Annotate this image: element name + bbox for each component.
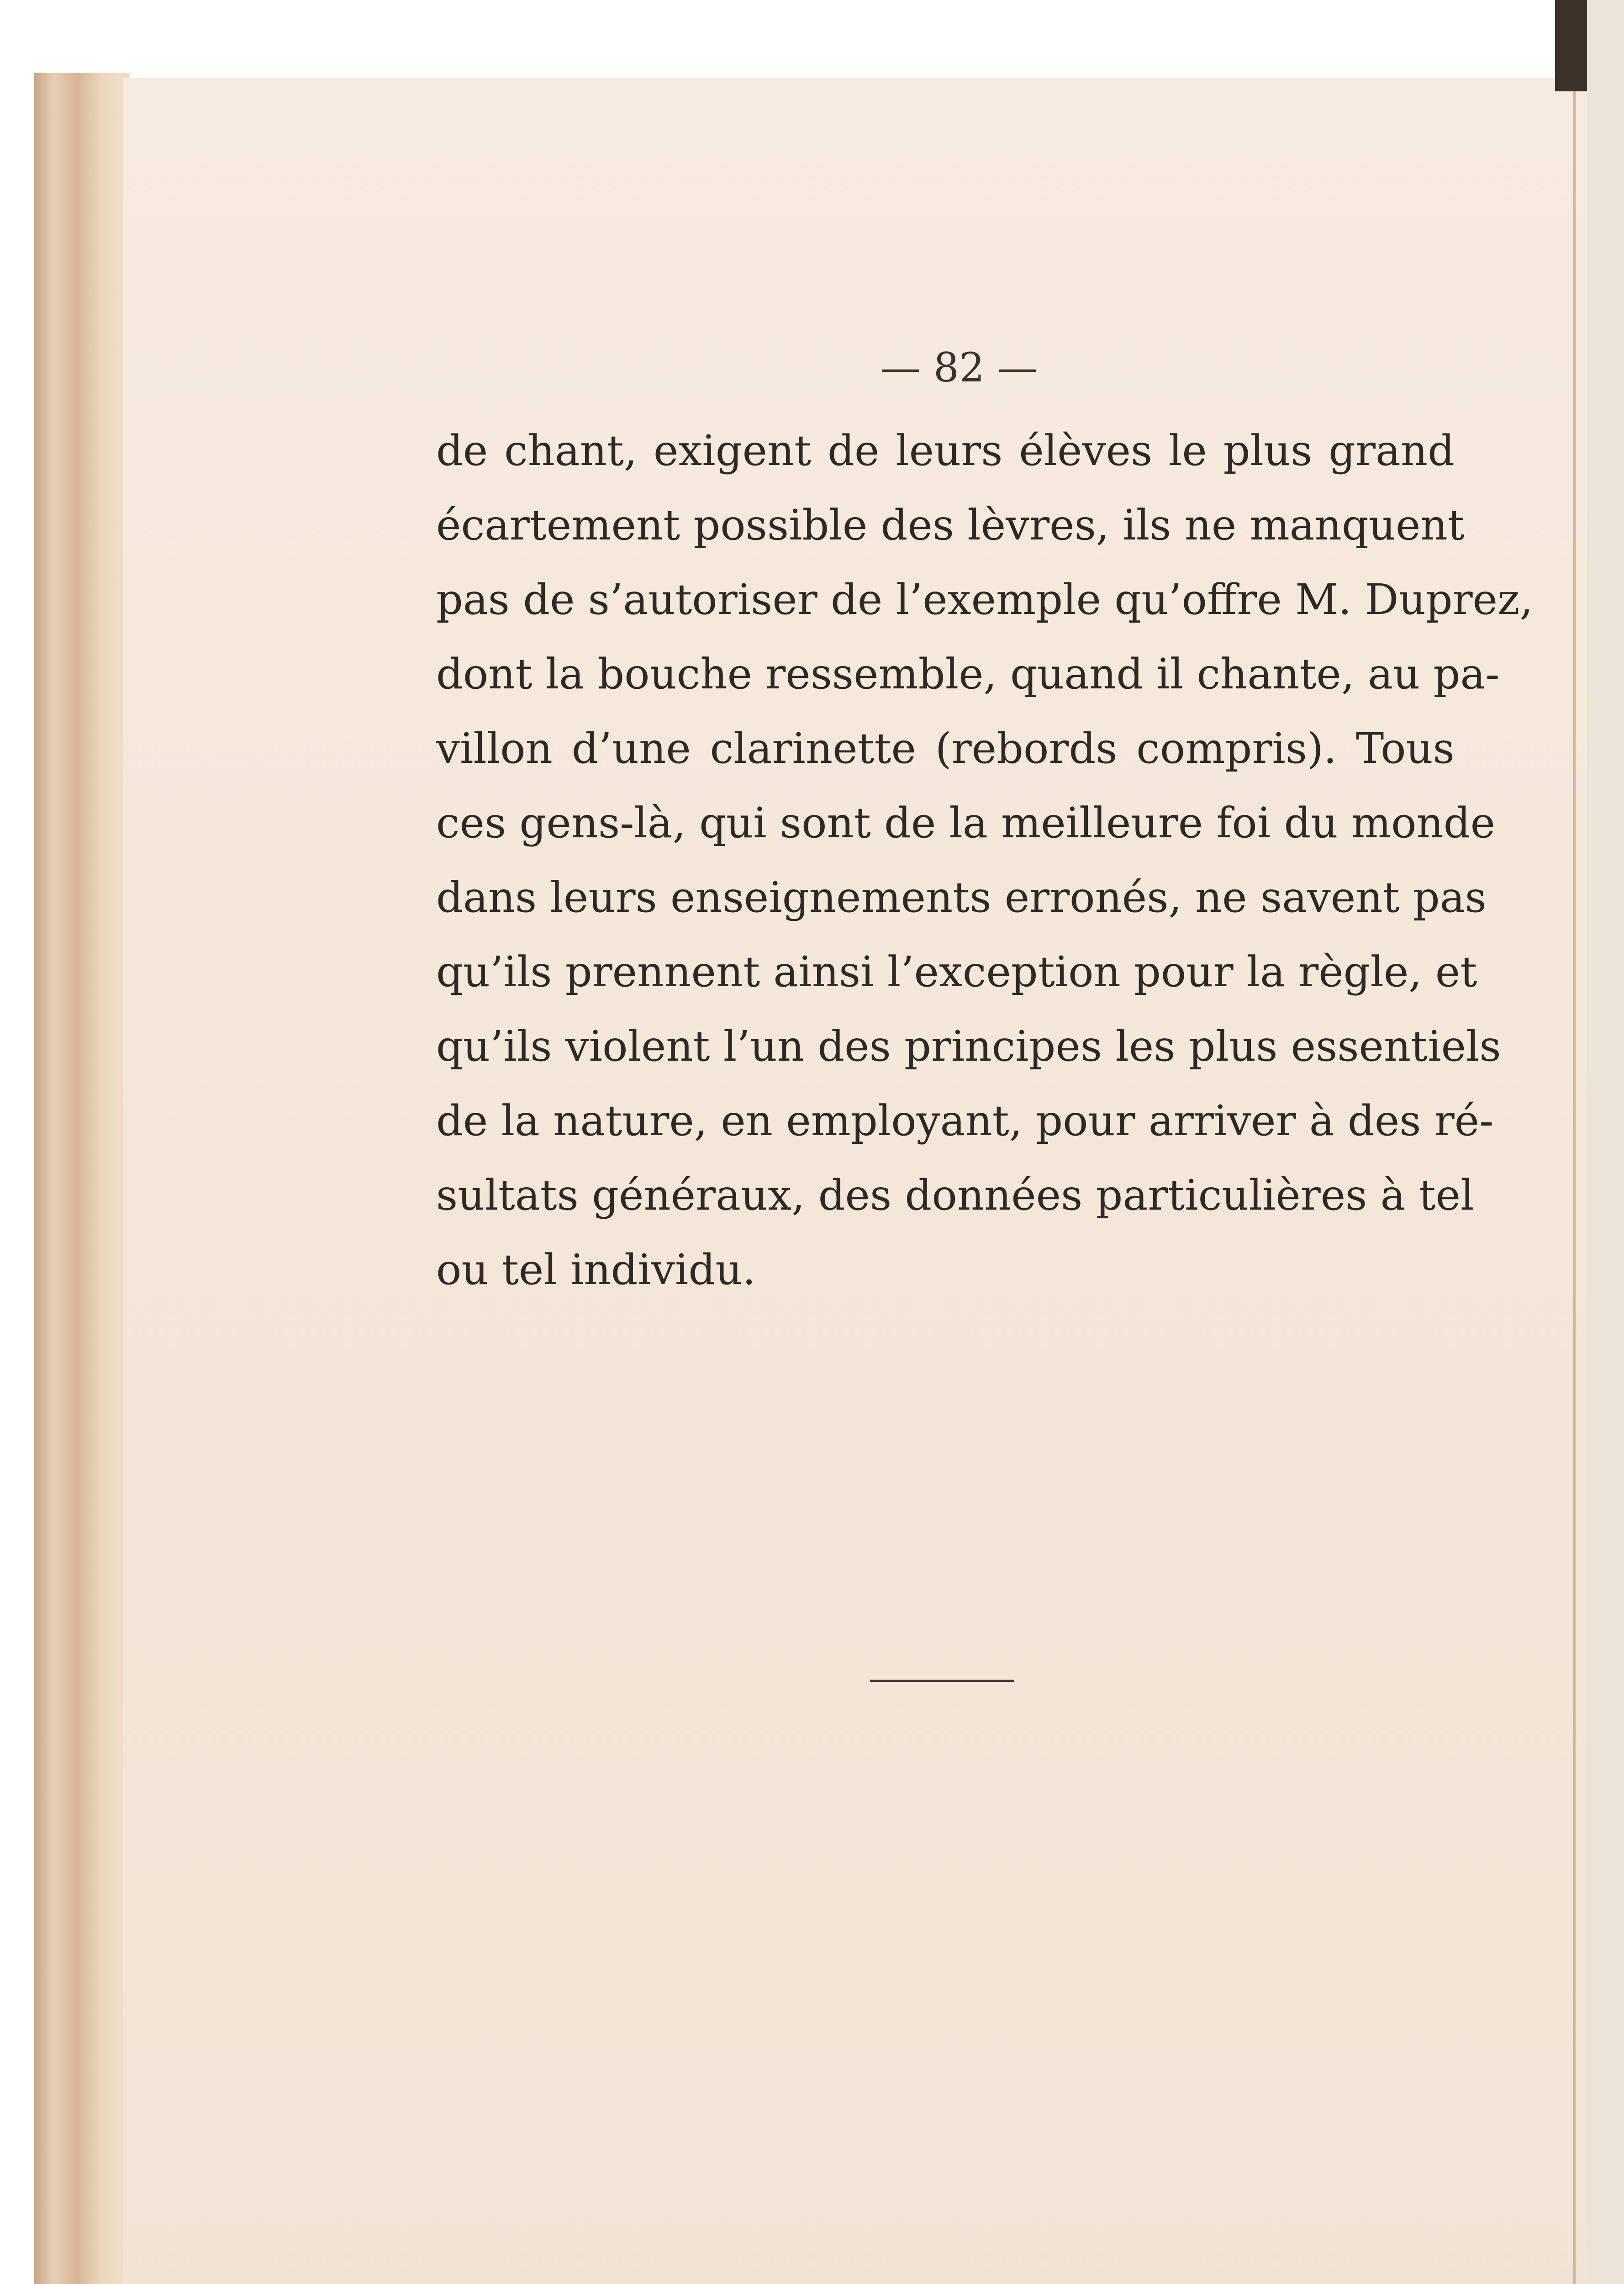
page-number: — 82 — bbox=[881, 344, 1038, 391]
text-line: dans leurs enseignements erronés, ne savent pas bbox=[436, 873, 1487, 922]
text-line: de la nature, en employant, pour arriver à des ré- bbox=[436, 1096, 1494, 1145]
facing-page-strip bbox=[1587, 0, 1624, 2284]
spine-shadow bbox=[1573, 0, 1576, 2284]
text-line: pas de s’autoriser de l’exemple qu’offre M. Duprez, bbox=[436, 575, 1533, 624]
text-line: dont la bouche ressemble, quand il chante, au pa- bbox=[436, 650, 1500, 698]
body-paragraph bbox=[436, 413, 1533, 1307]
text-line: sultats généraux, des données particulières à tel bbox=[436, 1171, 1474, 1220]
text-line: ou tel individu. bbox=[436, 1245, 756, 1294]
text-line: villon d’une clarinette (rebords compris). Tous bbox=[436, 724, 1455, 773]
closing-rule bbox=[870, 1680, 1014, 1682]
text-line: écartement possible des lèvres, ils ne manquent bbox=[436, 501, 1465, 550]
binding-top bbox=[1555, 0, 1587, 91]
page-stack-edge bbox=[34, 73, 130, 2284]
text-line: qu’ils prennent ainsi l’exception pour la règle, et bbox=[436, 947, 1477, 996]
text-line: de chant, exigent de leurs élèves le plus grand bbox=[436, 426, 1455, 475]
text-line: ces gens-là, qui sont de la meilleure foi du monde bbox=[436, 798, 1496, 847]
text-line: qu’ils violent l’un des principes les plus essentiels bbox=[436, 1022, 1501, 1071]
